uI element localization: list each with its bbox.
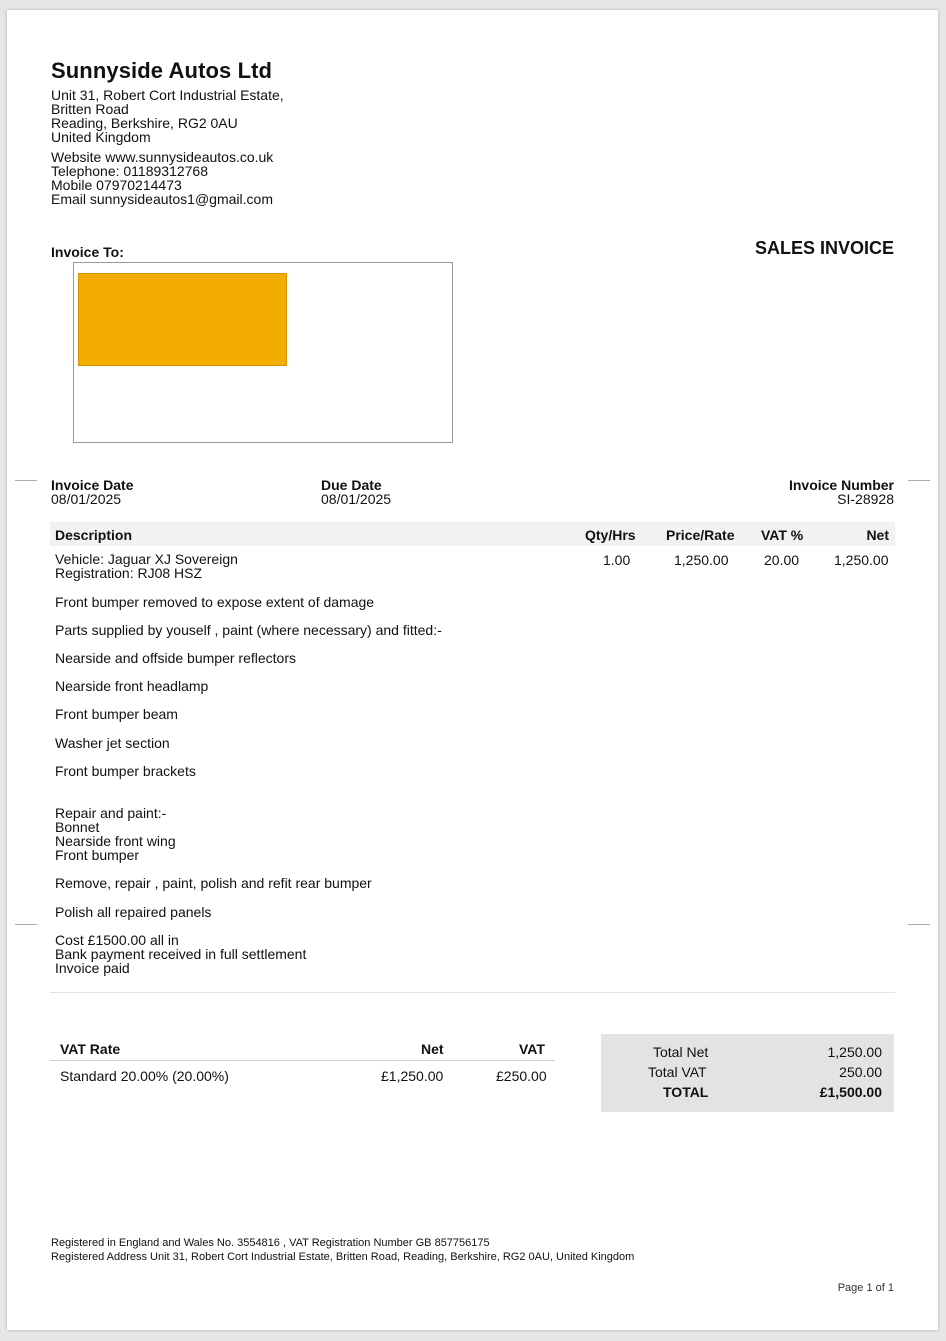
total-value: £1,500.00	[819, 1084, 882, 1100]
description-line: Nearside front wing	[55, 833, 176, 849]
page-number: Page 1 of 1	[837, 1282, 894, 1294]
line-net: 1,250.00	[834, 552, 889, 568]
totals-box	[601, 1034, 894, 1112]
registration-line: Registration: RJ08 HSZ	[55, 565, 203, 581]
line-qty: 1.00	[603, 552, 631, 568]
total-vat-value: 250.00	[839, 1064, 882, 1080]
website-line[interactable]: Website www.sunnysideautos.co.uk	[51, 149, 274, 165]
due-date: 08/01/2025	[321, 491, 392, 507]
invoice-date: 08/01/2025	[51, 491, 122, 507]
footer-line: Registered in England and Wales No. 3554816 , VAT Registration Number GB 857756175	[51, 1237, 490, 1249]
vat-rate-value: Standard 20.00% (20.00%)	[60, 1068, 229, 1084]
telephone-line: Telephone: 01189312768	[51, 163, 209, 179]
col-price: Price/Rate	[666, 527, 735, 543]
description-line: Parts supplied by youself , paint (where necessary) and fitted:-	[55, 622, 442, 638]
description-line: Nearside and offside bumper reflectors	[55, 650, 296, 666]
recipient-address-box	[73, 262, 453, 443]
total-label: TOTAL	[663, 1084, 709, 1100]
invoice-date-label: Invoice Date	[51, 477, 134, 493]
vat-rate-header: VAT Rate	[60, 1041, 121, 1057]
description-paragraph	[55, 736, 170, 750]
document-title: SALES INVOICE	[754, 238, 894, 258]
col-net: Net	[866, 527, 889, 543]
description-paragraph	[55, 623, 442, 637]
mobile-line: Mobile 07970214473	[51, 177, 182, 193]
fold-mark	[15, 480, 37, 481]
vehicle-line: Vehicle: Jaguar XJ Sovereign	[55, 551, 238, 567]
vat-net-value: £1,250.00	[381, 1068, 444, 1084]
description-line: Bonnet	[55, 819, 100, 835]
invoice-page	[7, 10, 938, 1330]
description-paragraph	[55, 595, 374, 609]
description-paragraph	[55, 905, 211, 919]
description-line: Cost £1500.00 all in	[55, 932, 179, 948]
invoice-number: SI-28928	[837, 491, 894, 507]
fold-mark	[908, 924, 930, 925]
section-divider	[50, 992, 895, 993]
line-vat-pct: 20.00	[764, 552, 800, 568]
description-line: Repair and paint:-	[55, 805, 167, 821]
description-line: Front bumper	[55, 847, 140, 863]
line-items-header	[50, 522, 895, 546]
description-line: Washer jet section	[55, 735, 170, 751]
description-line: Front bumper beam	[55, 706, 178, 722]
description-paragraph	[55, 933, 306, 975]
registration-footer	[51, 1236, 634, 1264]
vat-table-rule	[50, 1060, 555, 1061]
invoice-number-label: Invoice Number	[788, 477, 894, 493]
description-paragraph	[55, 806, 176, 862]
vat-vat-value: £250.00	[496, 1068, 547, 1084]
col-vat: VAT %	[761, 527, 804, 543]
company-address	[51, 88, 284, 144]
due-date-label: Due Date	[321, 477, 382, 493]
description-paragraph	[55, 764, 196, 778]
line-description	[55, 552, 238, 580]
description-paragraph	[55, 707, 178, 721]
description-paragraph	[55, 651, 296, 665]
vat-vat-header: VAT	[519, 1041, 545, 1057]
line-price: 1,250.00	[674, 552, 729, 568]
total-vat-label: Total VAT	[648, 1064, 707, 1080]
description-line: Bank payment received in full settlement	[55, 946, 307, 962]
description-line: Polish all repaired panels	[55, 904, 212, 920]
address-line: Reading, Berkshire, RG2 0AU	[51, 115, 238, 131]
description-line: Remove, repair , paint, polish and refit rear bumper	[55, 875, 372, 891]
invoice-to-label: Invoice To:	[51, 244, 124, 260]
address-line: Unit 31, Robert Cort Industrial Estate,	[51, 87, 284, 103]
address-line: Britten Road	[51, 101, 129, 117]
col-description: Description	[55, 527, 133, 543]
company-name: Sunnyside Autos Ltd	[51, 58, 273, 83]
fold-mark	[908, 480, 930, 481]
description-line: Front bumper removed to expose extent of damage	[55, 594, 375, 610]
fold-mark	[15, 924, 37, 925]
email-line[interactable]: Email sunnysideautos1@gmail.com	[51, 191, 273, 207]
total-net-value: 1,250.00	[827, 1044, 882, 1060]
footer-line: Registered Address Unit 31, Robert Cort Industrial Estate, Britten Road, Reading, Berkshire, RG2 0AU, United Kingdom	[51, 1251, 635, 1263]
description-line: Invoice paid	[55, 960, 130, 976]
total-net-label: Total Net	[653, 1044, 709, 1060]
col-qty: Qty/Hrs	[585, 527, 636, 543]
description-paragraph	[55, 876, 372, 890]
redaction-block	[78, 273, 287, 366]
description-line: Front bumper brackets	[55, 763, 196, 779]
description-line: Nearside front headlamp	[55, 678, 209, 694]
vat-net-header: Net	[421, 1041, 444, 1057]
company-contact	[51, 150, 273, 206]
description-paragraph	[55, 679, 208, 693]
address-line: United Kingdom	[51, 129, 151, 145]
